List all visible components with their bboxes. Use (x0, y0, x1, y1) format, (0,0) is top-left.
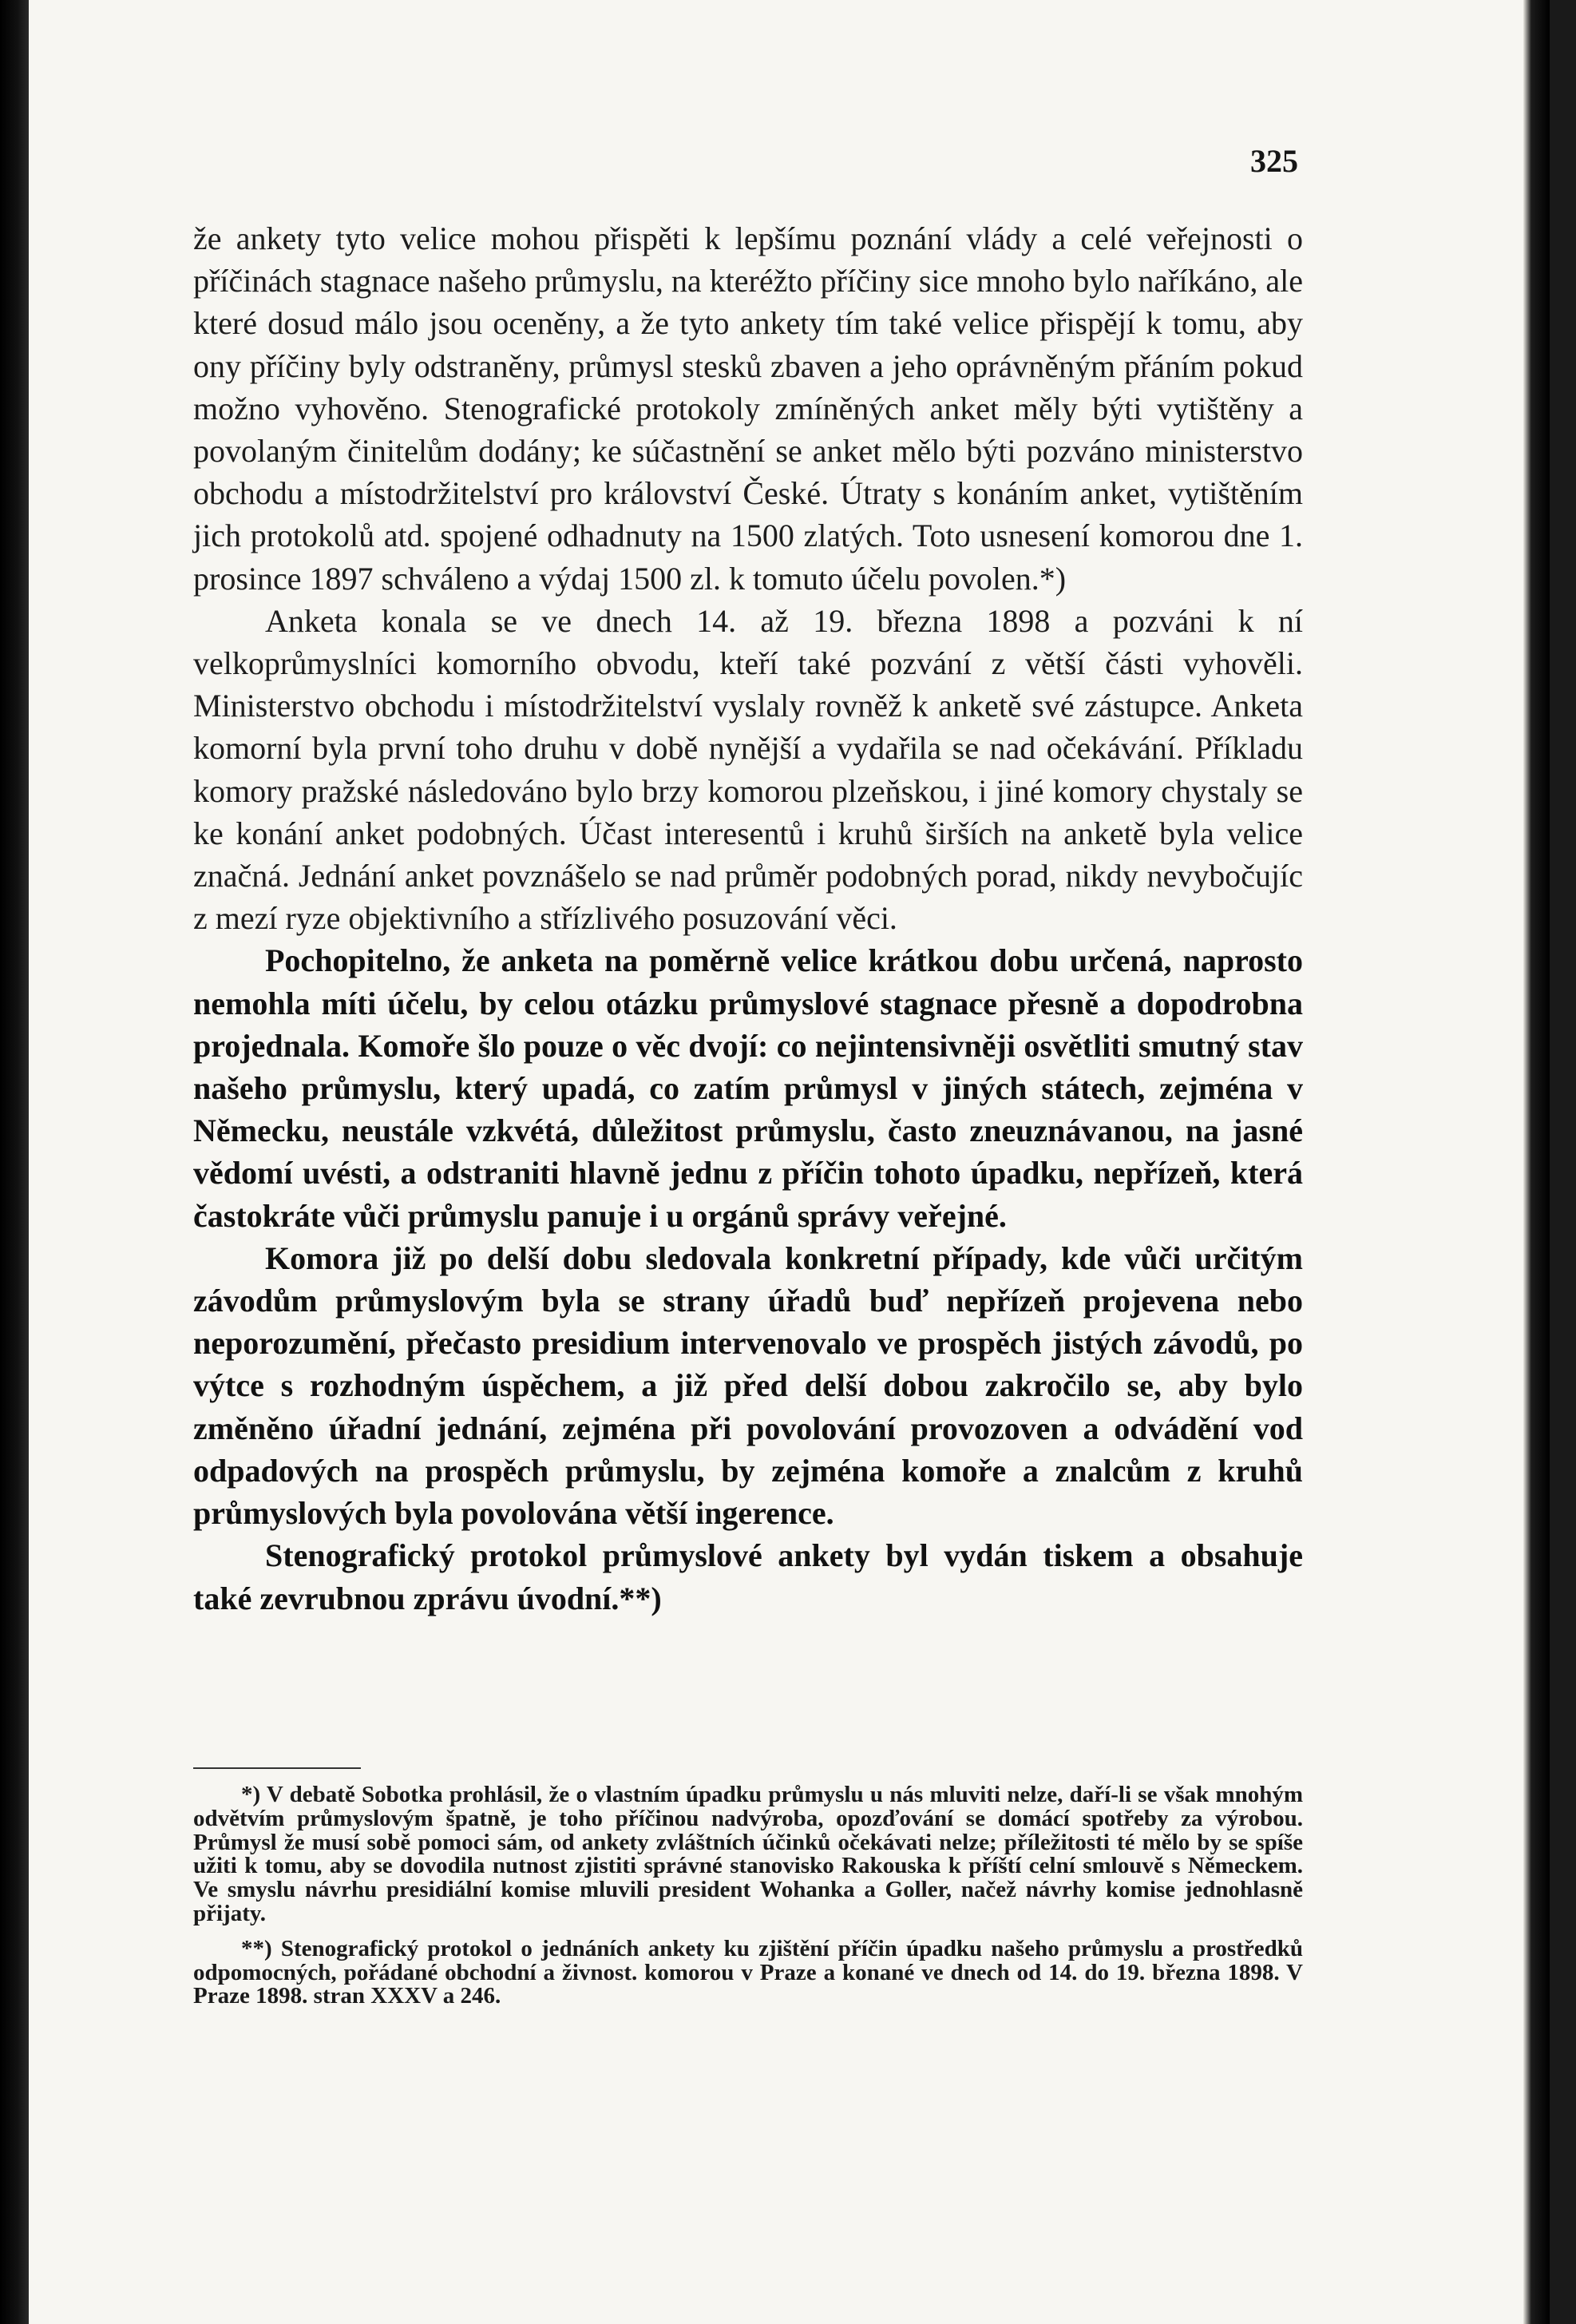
scan-left-edge (0, 0, 29, 2324)
paragraph-2: Anketa konala se ve dnech 14. až 19. března 1898 a pozváni k ní velkoprůmyslníci komorního obvodu, kteří také pozvání z větší části vyhověli. Ministerstvo obchodu i místodržitelství vyslaly rovněž k anketě své zástupce. Anketa komorní byla první toho druhu v době nynější a vydařila se nad očekávání. Příkladu komory pražské následováno bylo brzy komorou plzeňskou, i jiné komory chystaly se ke konání anket podobných. Účast interesentů i kruhů širších na anketě byla velice značná. Jednání anket povznášelo se nad průměr podobných porad, nikdy nevybočujíc z mezí ryze objektivního a střízlivého posuzování věci. (193, 602, 1303, 937)
book-page (29, 0, 1550, 2324)
paragraph-1: že ankety tyto velice mohou přispěti k lepšímu poznání vlády a celé veřejnosti o příčinách stagnace našeho průmyslu, na kteréžto příčiny sice mnoho bylo naříkáno, ale které dosud málo jsou oceněny, a že tyto ankety tím také velice přispějí k tomu, aby ony příčiny byly odstraněny, průmysl stesků zbaven a jeho oprávněným přáním pokud možno vyhověno. Stenografické protokoly zmíněných anket měly býti vytištěny a povolaným činitelům dodány; ke súčastnění se anket mělo býti pozváno ministerstvo obchodu a místodržitelství pro království České. Útraty s konáním anket, vytištěním jich protokolů atd. spojené odhadnuty na 1500 zlatých. Toto usnesení komorou dne 1. prosince 1897 schváleno a výdaj 1500 zl. k tomuto účelu povolen.*) (193, 220, 1303, 597)
body-text (193, 217, 1303, 1620)
page-number: 325 (1250, 143, 1298, 179)
paragraph-3: Pochopitelno, že anketa na poměrně velice krátkou dobu určená, naprosto nemohla míti účelu, by celou otázku průmyslové stagnace přesně a dopodrobna projednala. Komoře šlo pouze o věc dvojí: co nejintensivněji osvětliti smutný stav našeho průmyslu, který upadá, co zatím průmysl v jiných státech, zejména v Německu, neustále vzkvétá, důležitost průmyslu, často zneuznávanou, na jasné vědomí uvésti, a odstraniti hlavně jednu z příčin tohoto úpadku, nepřízeň, která častokráte vůči průmyslu panuje i u orgánů správy veřejné. (193, 942, 1303, 1234)
footnote-2: **) Stenografický protokol o jednáních ankety ku zjištění příčin úpadku našeho průmyslu a prostředků odpomocných, pořádané obchodní a živnost. komorou v Praze a konané ve dnech od 14. do 19. března 1898. V Praze 1898. stran XXXV a 246. (193, 1935, 1303, 2009)
footnotes (193, 1783, 1303, 2009)
footnote-divider (193, 1767, 361, 1769)
scan-right-edge (1523, 0, 1550, 2324)
paragraph-5: Stenografický protokol průmyslové ankety byl vydán tiskem a obsahuje také zevrubnou zprávu úvodní.**) (193, 1537, 1303, 1616)
footnote-1: *) V debatě Sobotka prohlásil, že o vlastním úpadku průmyslu u nás mluviti nelze, daří-li se však mnohým odvětvím průmyslovým špatně, je toho příčinou nadvýroba, opozďování se domácí spotřeby za výrobou. Průmysl že musí sobě pomoci sám, od ankety zvláštních účinků očekávati nelze; příležitosti té mělo by se spíše užiti k tomu, aby se dovodila nutnost zjistiti správné stanovisko Rakouska k příští celní smlouvě s Německem. Ve smyslu návrhu presidiální komise mluvili president Wohanka a Goller, načež návrhy komise jednohlasně přijaty. (193, 1782, 1303, 1926)
paragraph-4: Komora již po delší dobu sledovala konkretní případy, kde vůči určitým závodům průmyslovým byla se strany úřadů buď nepřízeň projevena nebo neporozumění, přečasto presidium intervenovalo ve prospěch jistých závodů, po výtce s rozhodným úspěchem, a již před delší dobou zakročilo se, aby bylo změněno úřadní jednání, zejména při povolování provozoven a odvádění vod odpadových na prospěch průmyslu, by zejména komoře a znalcům z kruhů průmyslových byla povolována větší ingerence. (193, 1239, 1303, 1532)
